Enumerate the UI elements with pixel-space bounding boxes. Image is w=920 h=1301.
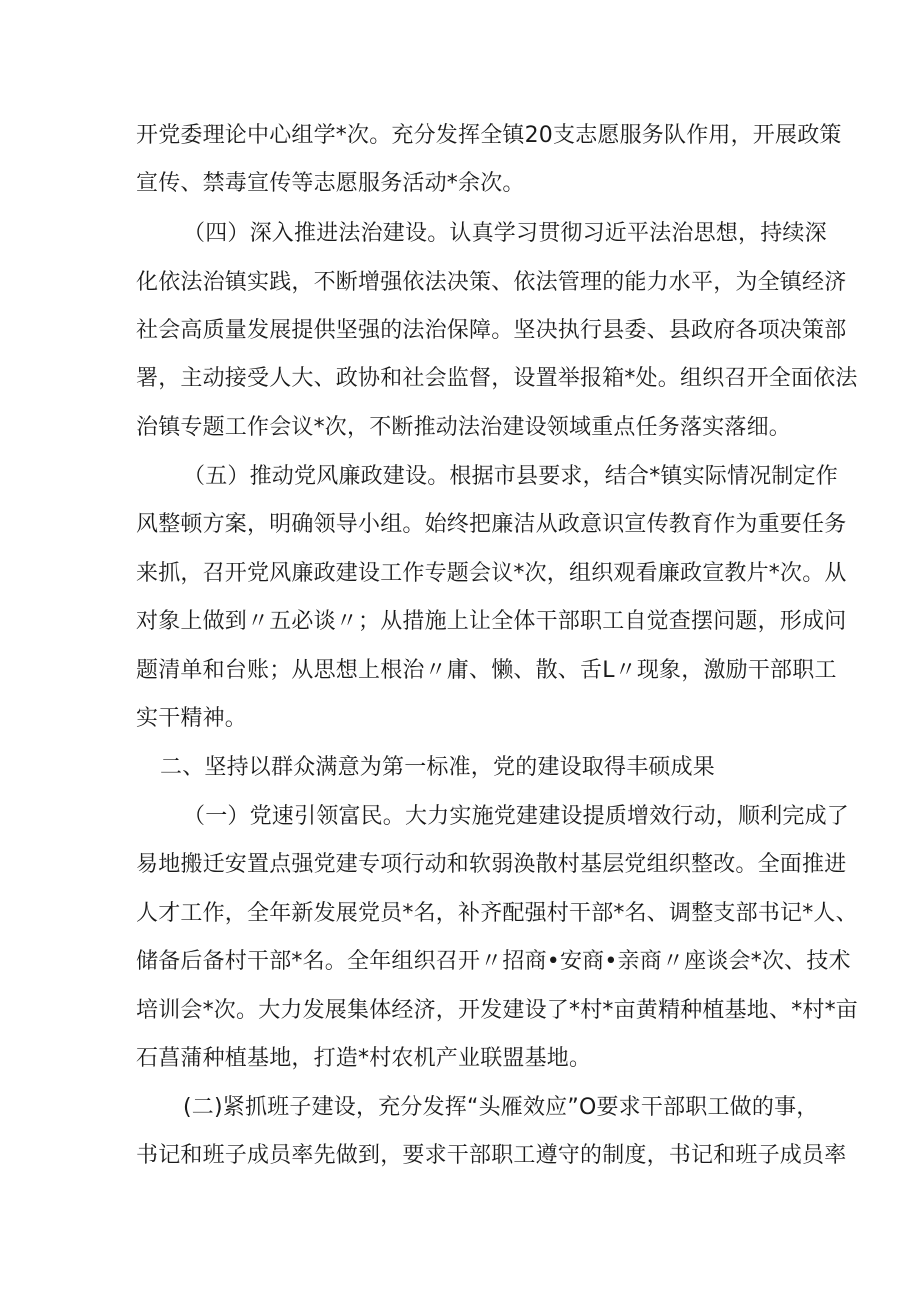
text-line: 实干精神。 xyxy=(136,706,248,731)
section-heading-line: (二)紧抓班子建设，充分发挥“头雁效应”O要求干部职工做的事， xyxy=(183,1095,819,1120)
text-line: 开党委理论中心组学*次。充分发挥全镇20支志愿服务队作用，开展政策 xyxy=(136,123,842,148)
text-line: 风整顿方案，明确领导小组。始终把廉洁从政意识宣传教育作为重要任务 xyxy=(136,512,847,537)
text-line: 化依法治镇实践，不断增强依法决策、依法管理的能力水平，为全镇经济 xyxy=(136,270,847,295)
section-heading-line: （四）深入推进法治建设。认真学习贯彻习近平法治思想，持续深 xyxy=(183,221,827,246)
section-heading-line: （一）党速引领富民。大力实施党建建设提质增效行动，顺利完成了 xyxy=(183,804,850,829)
text-line: 石菖蒲种植基地，打造*村农机产业联盟基地。 xyxy=(136,1046,592,1071)
section-heading-line: （五）推动党风廉政建设。根据市县要求，结合*镇实际情况制定作 xyxy=(183,464,839,489)
text-line: 社会高质量发展提供坚强的法治保障。坚决执行县委、县政府各项决策部 xyxy=(136,318,847,343)
chapter-heading-line: 二、坚持以群众满意为第一标准，党的建设取得丰硕成果 xyxy=(160,755,716,780)
text-line: 储备后备村干部*名。全年组织召开〃招商•安商•亲商〃座谈会*次、技术 xyxy=(136,949,851,974)
text-line: 易地搬迁安置点强党建专项行动和软弱涣散村基层党组织整改。全面推进 xyxy=(136,852,847,877)
text-line: 培训会*次。大力发展集体经济，开发建设了*村*亩黄精种植基地、*村*亩 xyxy=(136,998,859,1023)
text-line: 书记和班子成员率先做到，要求干部职工遵守的制度，书记和班子成员率 xyxy=(136,1143,847,1168)
text-line: 治镇专题工作会议*次，不断推动法治建设领域重点任务落实落细。 xyxy=(136,415,792,440)
text-line: 署，主动接受人大、政协和社会监督，设置举报箱*处。组织召开全面依法 xyxy=(136,366,858,391)
text-line: 人才工作，全年新发展党员*名，补齐配强村干部*名、调整支部书记*人、 xyxy=(136,901,858,926)
text-line: 对象上做到〃五必谈〃；从措施上让全体干部职工自觉查摆问题，形成问 xyxy=(136,609,847,634)
text-line: 来抓，召开党风廉政建设工作专题会议*次，组织观看廉政宣教片*次。从 xyxy=(136,561,847,586)
text-line: 题清单和台账；从思想上根治〃庸、懒、散、舌L〃现象，激励干部职工 xyxy=(136,658,837,683)
text-line: 宣传、禁毒宣传等志愿服务活动*余次。 xyxy=(136,171,525,196)
